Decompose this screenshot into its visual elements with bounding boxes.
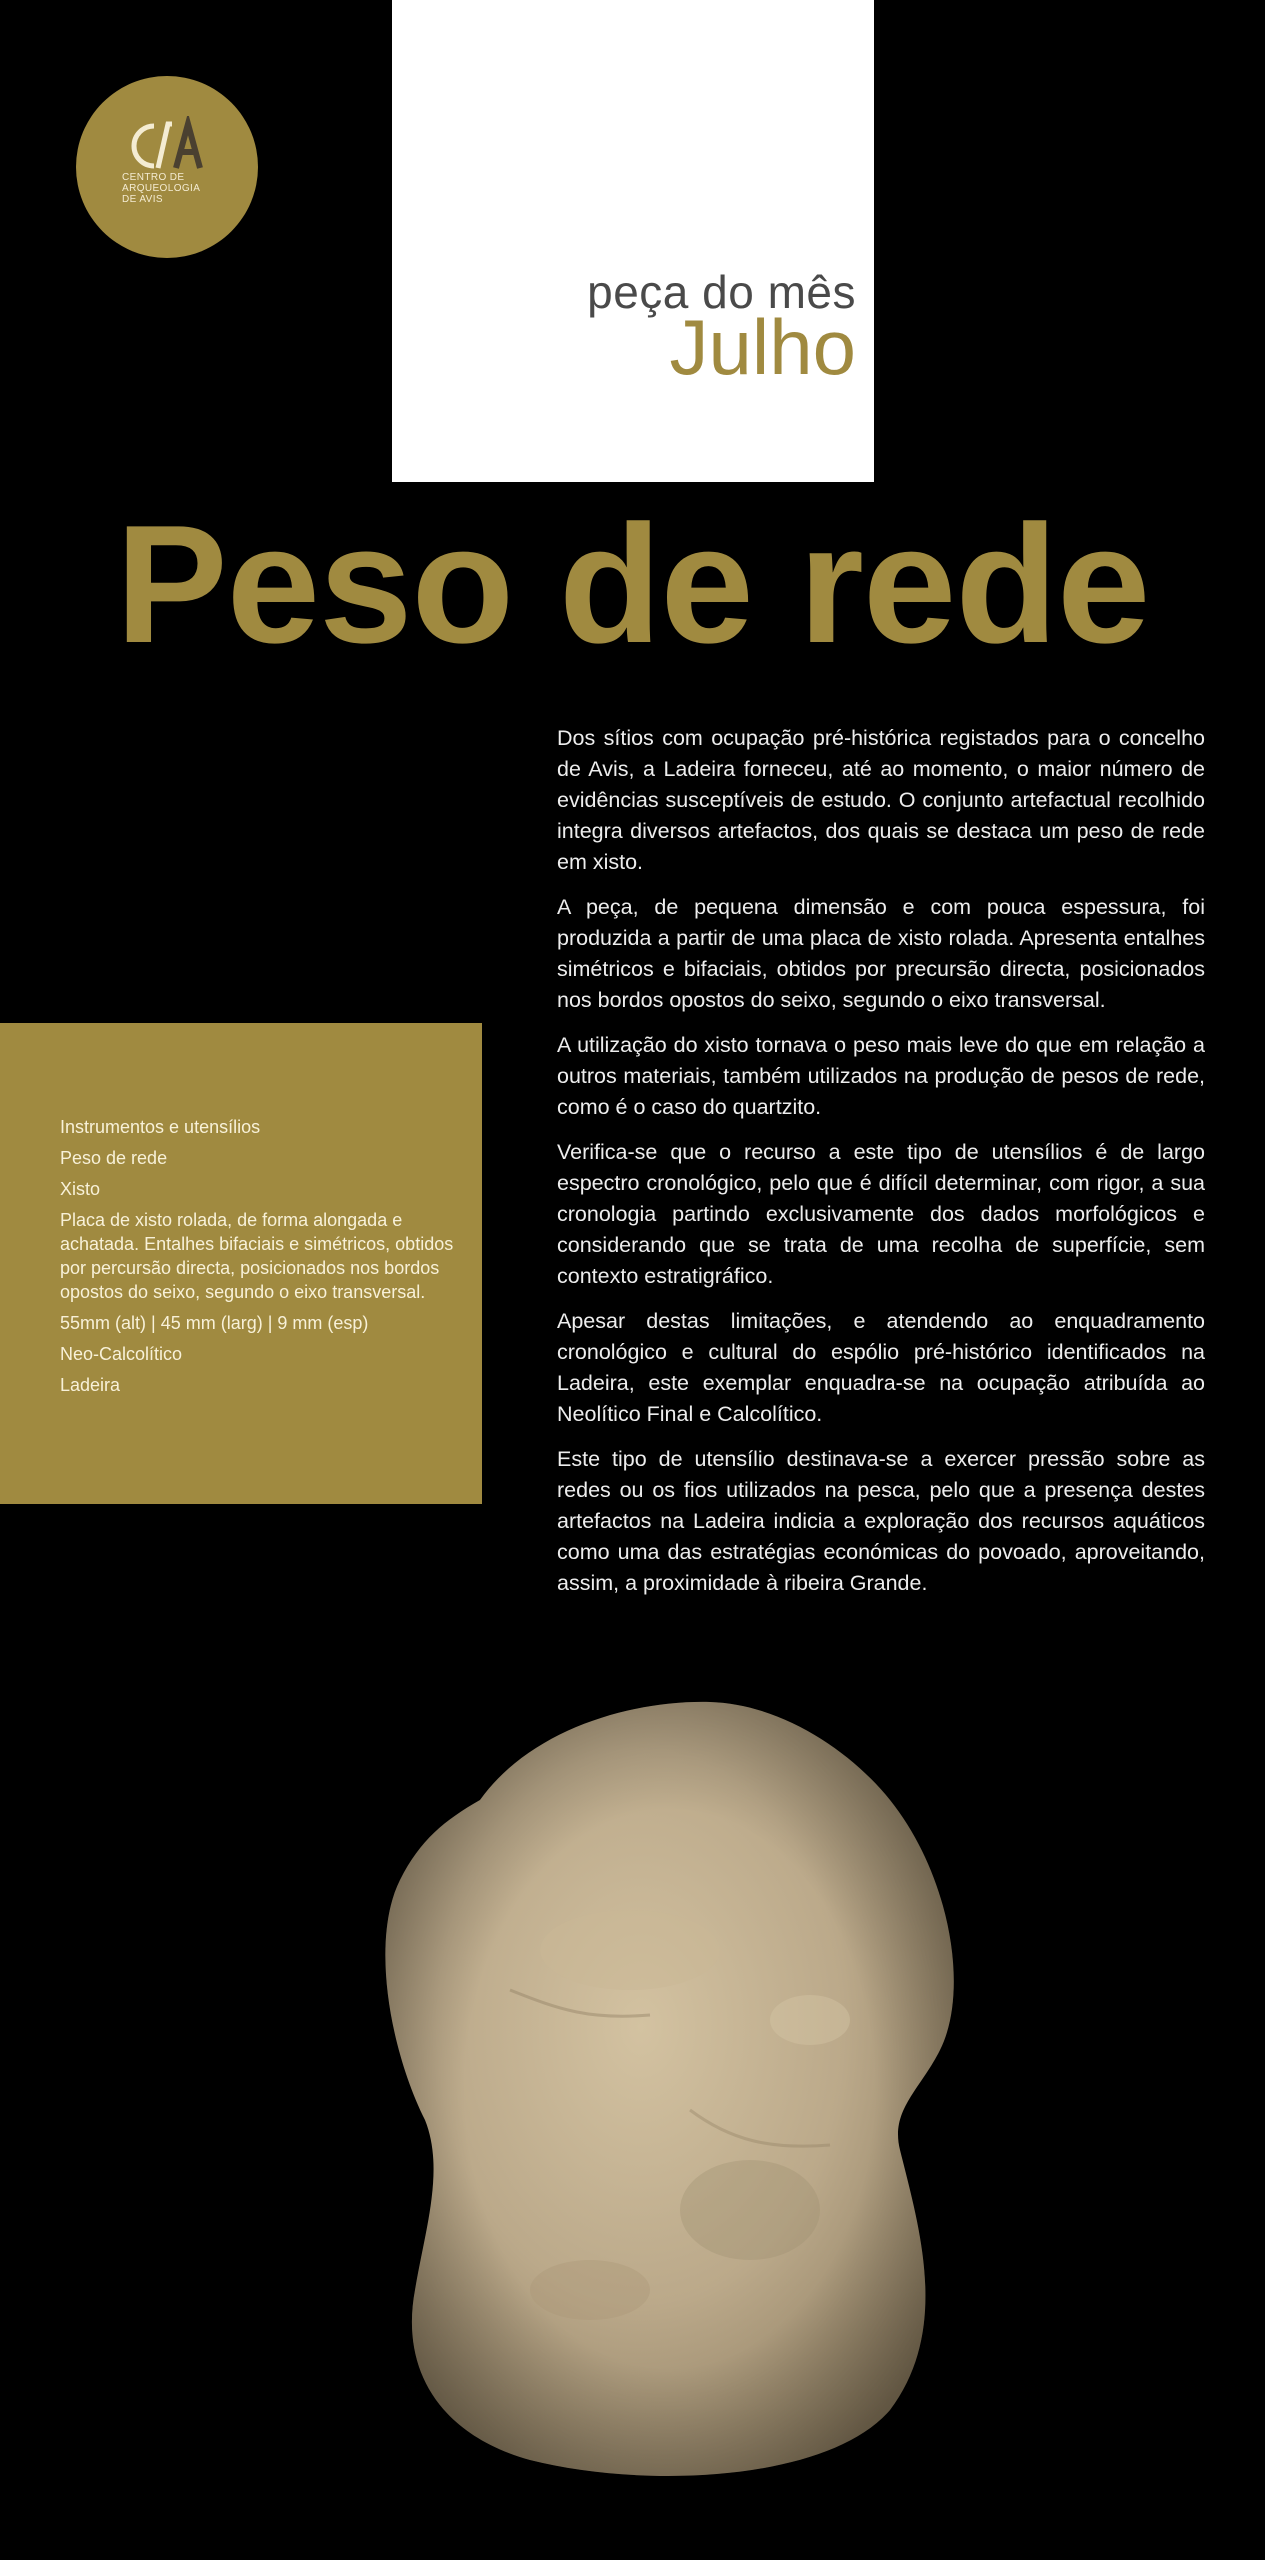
fact-period: Neo-Calcolítico bbox=[60, 1344, 183, 1364]
fact-site: Ladeira bbox=[60, 1375, 121, 1395]
paragraph: Dos sítios com ocupação pré-histórica registados para o concelho de Avis, a Ladeira forneceu, até ao momento, o maior número de evidências susceptíveis de estudo. O conjunto artefactual recolhido integra diversos artefactos, dos quais se destaca um peso de rede em xisto. bbox=[557, 726, 1205, 874]
paragraph: Apesar destas limitações, e atendendo ao enquadramento cronológico e cultural do espólio pré-histórico identificados na Ladeira, este exemplar enquadra-se na ocupação atribuída ao Neolítico Final e Calcolítico. bbox=[557, 1309, 1205, 1426]
fact-object: Peso de rede bbox=[60, 1148, 168, 1168]
body-text bbox=[557, 723, 1205, 1613]
paragraph: Verifica-se que o recurso a este tipo de utensílios é de largo espectro cronológico, pelo que é difícil determinar, com rigor, a sua cronologia partindo exclusivamente dos dados morfológicos e considerando que se trata de uma recolha de superfície, sem contexto estratigráfico. bbox=[557, 1140, 1205, 1288]
paragraph: Este tipo de utensílio destinava-se a exercer pressão sobre as redes ou os fios utilizados na pesca, pelo que a presença destes artefactos na Ladeira indicia a exploração dos recursos aquáticos como uma das estratégias económicas do povoado, aproveitando, assim, a proximidade à ribeira Grande. bbox=[557, 1447, 1205, 1595]
piece-of-month-label: peça do mês bbox=[587, 266, 856, 318]
logo-text: CENTRO DE ARQUEOLOGIA DE AVIS bbox=[122, 172, 201, 205]
paragraph: A utilização do xisto tornava o peso mais leve do que em relação a outros materiais, também utilizados na produção de pesos de rede, como é o caso do quartzito. bbox=[557, 1033, 1205, 1119]
month-label: Julho bbox=[669, 303, 856, 391]
fact-list bbox=[60, 1115, 455, 1404]
net-weight-stone-image bbox=[330, 1690, 1010, 2490]
header-panel bbox=[392, 0, 874, 482]
fact-dimensions: 55mm (alt) | 45 mm (larg) | 9 mm (esp) bbox=[60, 1313, 369, 1333]
fact-material: Xisto bbox=[60, 1179, 101, 1199]
fact-description: Placa de xisto rolada, de forma alongada e achatada. Entalhes bifaciais e simétricos, obtidos por percursão directa, posicionados nos bordos opostos do seixo, segundo o eixo transversal. bbox=[60, 1210, 454, 1302]
caa-logo-mark bbox=[124, 116, 214, 176]
paragraph: A peça, de pequena dimensão e com pouca espessura, foi produzida a partir de uma placa de xisto rolada. Apresenta entalhes simétricos e bifaciais, obtidos por precursão directa, posicionados nos bordos opostos do seixo, segundo o eixo transversal. bbox=[557, 895, 1205, 1012]
page-title: Peso de rede bbox=[115, 490, 1150, 678]
fact-category: Instrumentos e utensílios bbox=[60, 1117, 261, 1137]
caa-logo bbox=[76, 76, 258, 258]
